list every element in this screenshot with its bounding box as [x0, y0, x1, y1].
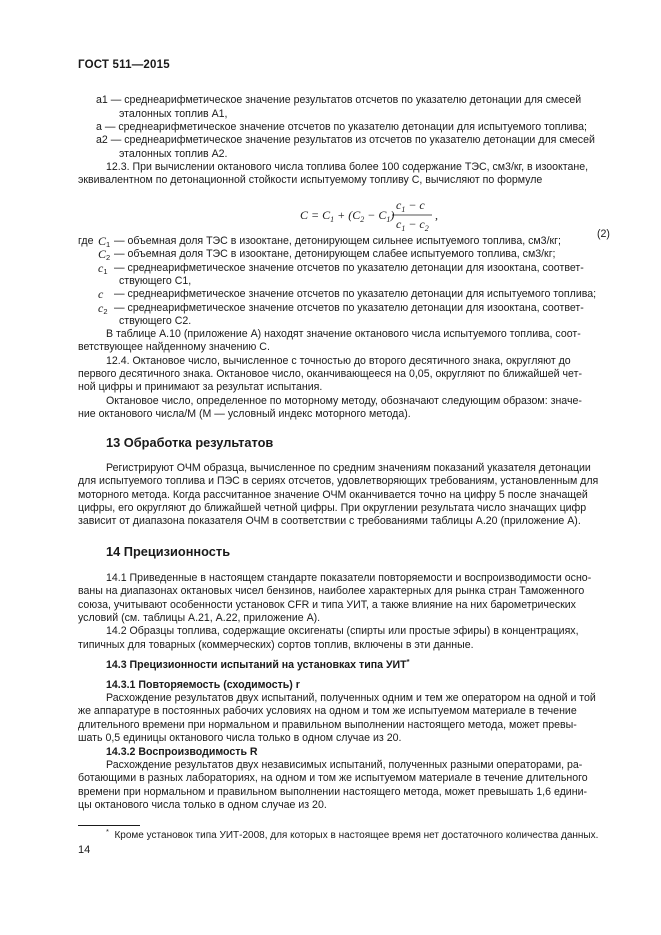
def-C2: — объемная доля ТЭС в изооктане, детонирующем слабее испытуемого топлива, см3/кг;	[114, 248, 556, 260]
definition-a1-cont: эталонных топлив A1,	[119, 108, 228, 120]
definition-a1	[96, 94, 615, 107]
symbol-c: c	[98, 287, 104, 301]
clause-12-4-line1: 12.4. Октановое число, вычисленное с точностью до второго десятичного знака, округляют до	[106, 355, 571, 367]
footnote-text: Кроме установок типа УИТ-2008, для которых в настоящее время нет достаточного количества данных.	[114, 830, 599, 841]
page-number: 14	[78, 844, 91, 856]
def-c1-line1: — среднеарифметическое значение отсчетов по указателю детонации для изооктана, соответ-	[114, 262, 584, 274]
clause-14-3-1-line3: длительного времени при нормальном и правильном выполнении настоящего метода, может превы-	[78, 719, 577, 731]
para-a10-line2: ветствующее найденному значению С.	[78, 341, 270, 353]
clause-14-1-line2: ваны на диапазонах октановых чисел бензинов, наиболее характерных для рынка стран Таможенного	[78, 585, 585, 597]
clause-14-3-2-line1: Расхождение результатов двух независимых испытаний, полученных разными операторами, ра-	[106, 759, 583, 771]
section-13-line5: зависит от диапазона показателя ОЧМ в соответствии с требованиями таблицы А.20 (приложение А).	[78, 515, 581, 527]
clause-14-3-1-line1: Расхождение результатов двух испытаний, полученных одним и тем же оператором на одной и той	[106, 692, 596, 704]
section-14-heading: 14 Прецизионность	[106, 544, 231, 559]
clause-14-1-line1: 14.1 Приведенные в настоящем стандарте показатели повторяемости и воспроизводимости осно-	[106, 572, 592, 584]
motor-method-line2: ние октанового числа/М (М — условный индекс моторного метода).	[78, 408, 411, 420]
definition-a2-cont: эталонных топлив A2.	[119, 148, 228, 160]
formula-2	[300, 197, 620, 231]
svg-text:,: ,	[435, 208, 438, 222]
section-13-line4: цифры, его округляют до ближайшей четной цифры. При округлении результата число значащих цифр	[78, 502, 587, 514]
clause-14-3-2-line4: цы октанового числа только в одном случае из 20.	[78, 799, 327, 811]
symbol-C2: $C_2$	[98, 247, 111, 262]
section-13-heading: 13 Обработка результатов	[106, 435, 274, 450]
formula-2-graphic	[300, 197, 620, 231]
definition-a2: a2 — среднеарифметическое значение результатов из отсчетов по указателю детонации для смесей	[96, 134, 595, 146]
symbol-C1: $C_1$	[98, 234, 111, 249]
clause-14-1-line3: союза, учитывают особенности установок CFR и типа УИТ, а также влияние на них барометрических	[78, 599, 576, 611]
formula-number: (2)	[597, 228, 610, 240]
svg-text:c1 − c: $c_1 - c$	[396, 198, 425, 214]
svg-text:c1 − c2: $c_1 - c_2$	[396, 217, 429, 231]
symbol-c1: $c_1$	[98, 261, 108, 276]
where-label: где	[78, 235, 94, 247]
def-c2-line1: — среднеарифметическое значение отсчетов по указателю детонации для изооктана, соответ-	[114, 302, 584, 314]
clause-12-4-line3: ной цифры и принимают за результат испытания.	[78, 381, 323, 393]
para-a10-line1: В таблице А.10 (приложение А) находят значение октанового числа испытуемого топлива, соот-	[106, 328, 581, 340]
section-13-line3: моторного метода. Когда рассчитанное значение ОЧМ оканчивается точно на цифру 5 после значащей	[78, 489, 588, 501]
clause-14-3-1-line2: же аппаратуре в постоянных рабочих условиях на одном и том же испытуемом материале в течение	[78, 705, 577, 717]
clause-14-3-1-line4: шать 0,5 единицы октанового числа только в одном случае из 20.	[78, 732, 402, 744]
footnote-mark: *	[106, 827, 109, 836]
clause-14-3-1-heading: 14.3.1 Повторяемость (сходимость) r	[106, 679, 300, 691]
clause-14-3-2-line3: времени при нормальном и правильном выполнении настоящего метода, может превышать 1,6 едини-	[78, 786, 588, 798]
motor-method-line1: Октановое число, определенное по моторному методу, обозначают следующим образом: значе-	[106, 395, 582, 407]
footnote-separator	[78, 825, 140, 826]
clause-14-2-line1: 14.2 Образцы топлива, содержащие оксигенаты (спирты или простые эфиры) в концентрациях,	[106, 625, 579, 637]
footnote	[106, 829, 598, 842]
clause-12-3-line1: 12.3. При вычислении октанового числа топлива более 100 содержание ТЭС, см3/кг, в изооктане,	[106, 161, 589, 173]
clause-14-3-2-heading: 14.3.2 Воспроизводимость R	[106, 746, 258, 758]
section-13-line2: для испытуемого топлива и ПЭС в сериях отсчетов, удовлетворяющих требованиям, установленным для	[78, 475, 599, 487]
clause-14-3-2-line2: ботающими в разных лабораториях, на одном и том же испытуемом материале в течение длительного	[78, 772, 588, 784]
def-c1-line2: ствующего C1,	[119, 275, 192, 287]
definition-a: a — среднеарифметическое значение отсчетов по указателю детонации для испытуемого топлива;	[96, 121, 587, 133]
document-code: ГОСТ 511—2015	[78, 59, 170, 71]
clause-12-4-line2: первого десятичного знака. Октановое число, оканчивающееся на 0,05, округляют по ближайшей чет-	[78, 368, 582, 380]
clause-14-1-line4: условий (см. таблицы А.21, А.22, приложение А).	[78, 612, 321, 624]
clause-14-2-line2: типичных для товарных (коммерческих) сортов топлив, включены в эти данные.	[78, 639, 474, 651]
clause-14-3-heading	[106, 659, 410, 672]
def-c: — среднеарифметическое значение отсчетов по указателю детонации для испытуемого топлива;	[114, 288, 597, 300]
def-C1: — объемная доля ТЭС в изооктане, детонирующем сильнее испытуемого топлива, см3/кг;	[114, 235, 561, 247]
def-c2-line2: ствующего C2.	[119, 315, 192, 327]
symbol-c2: $c_2$	[98, 301, 108, 316]
formula-2-text	[620, 197, 621, 198]
clause-12-3-line2: эквивалентном по детонационной стойкости испытуемому топливу С, вычисляют по формуле	[78, 174, 543, 186]
svg-text:C = C1 + (C2 − C1): $C = C_1 + (C_2 - C_1)$	[300, 208, 395, 224]
section-13-line1: Регистрируют ОЧМ образца, вычисленное по средним значениям показаний указателя детонации	[106, 462, 591, 474]
definition-a1-text: a1 — среднеарифметическое значение результатов отсчетов по указателю детонации для смесей	[96, 94, 582, 106]
footnote-ref-mark: *	[406, 657, 410, 666]
clause-14-3-heading-text: 14.3 Прецизионности испытаний на установках типа УИТ	[106, 659, 407, 671]
